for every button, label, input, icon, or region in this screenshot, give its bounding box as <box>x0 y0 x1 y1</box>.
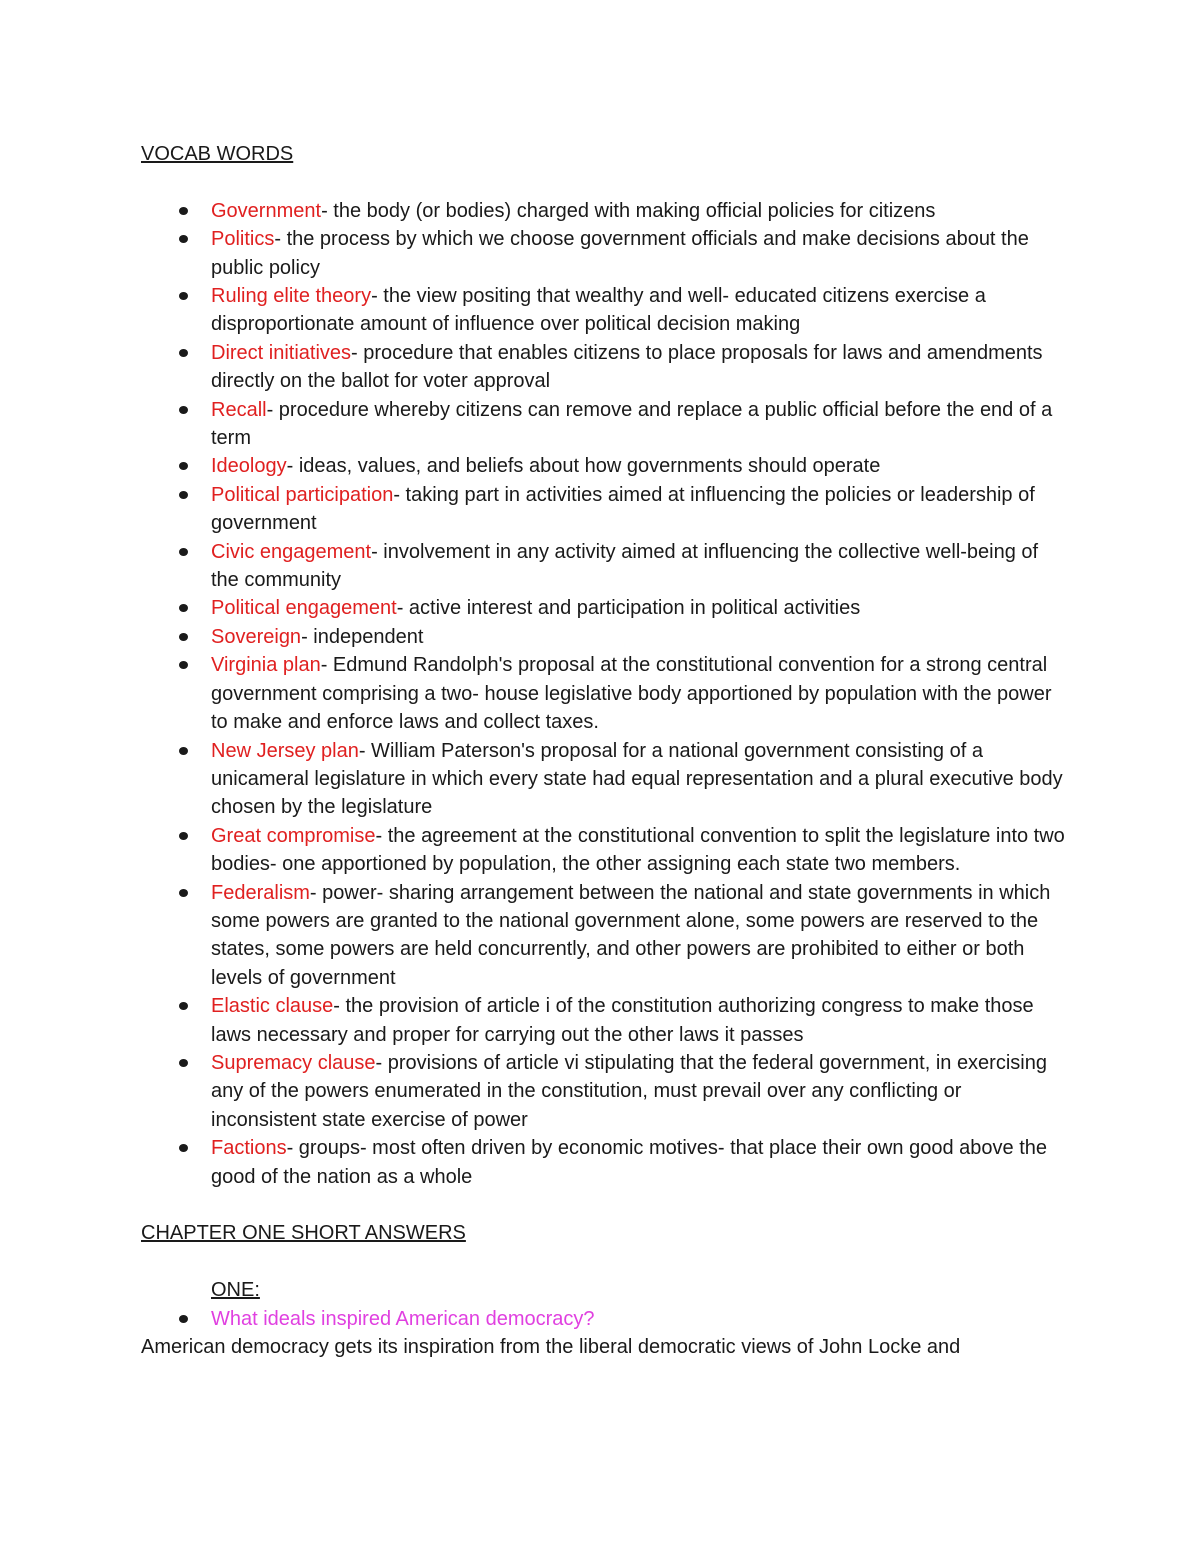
section-spacer <box>141 1191 1071 1219</box>
vocab-term: Ruling elite theory <box>211 285 372 308</box>
vocab-item-sovereign <box>141 623 1071 651</box>
vocab-term: Factions <box>211 1137 287 1160</box>
vocab-term: Government <box>211 199 322 222</box>
vocab-item-political-engagement <box>141 594 1071 622</box>
vocab-item-government <box>141 197 1071 225</box>
vocab-definition: - the process by which we choose government officials and make decisions about the public policy <box>211 228 1029 279</box>
vocab-item-political-participation <box>141 481 1071 538</box>
vocab-definition: - taking part in activities aimed at influencing the policies or leadership of government <box>211 483 1035 535</box>
vocab-term: Recall <box>211 398 267 421</box>
vocab-item-virginia-plan <box>141 651 1071 736</box>
vocab-definition: - procedure whereby citizens can remove and replace a public official before the end of a term <box>211 398 1053 450</box>
vocab-definition: - the agreement at the constitutional convention to split the legislature into two bodies- one apportioned by population, the other assigning each state two members. <box>211 824 1065 876</box>
vocab-definition: - ideas, values, and beliefs about how governments should operate <box>286 455 881 478</box>
vocab-item-new-jersey-plan <box>141 737 1071 822</box>
short-answers-heading: CHAPTER ONE SHORT ANSWERS <box>141 1222 466 1245</box>
vocab-term: Great compromise <box>211 824 376 847</box>
vocab-item-factions <box>141 1134 1071 1191</box>
vocab-definition: - the view positing that wealthy and well- educated citizens exercise a disproportionate amount of influence over political decision making <box>211 285 986 336</box>
vocab-item-ruling-elite-theory <box>141 282 1071 339</box>
vocab-term: Elastic clause <box>211 995 334 1018</box>
vocab-term: Political engagement <box>211 597 397 620</box>
vocab-term: Political participation <box>211 483 394 506</box>
section-spacer <box>141 1248 1071 1276</box>
question-number-label: ONE: <box>211 1279 260 1302</box>
answer-text: American democracy gets its inspiration from the liberal democratic views of John Locke and <box>141 1336 961 1359</box>
vocab-definition: - William Paterson's proposal for a national government consisting of a unicameral legislature in which every state had equal representation and a plural executive body chosen by the legislature <box>211 739 1063 819</box>
vocab-item-supremacy-clause <box>141 1049 1071 1134</box>
vocab-item-federalism <box>141 879 1071 993</box>
vocab-term: Ideology <box>211 455 287 478</box>
vocab-term: Politics <box>211 228 275 251</box>
question-item <box>141 1305 1071 1333</box>
vocab-term: Sovereign <box>211 625 302 648</box>
vocab-item-politics <box>141 225 1071 282</box>
vocab-definition: - involvement in any activity aimed at influencing the collective well-being of the community <box>211 540 1039 592</box>
question-text: What ideals inspired American democracy? <box>211 1307 595 1330</box>
document-body <box>141 140 1071 1361</box>
vocab-item-ideology <box>141 452 1071 480</box>
vocab-item-elastic-clause <box>141 992 1071 1049</box>
vocab-definition: - groups- most often driven by economic motives- that place their own good above the good of the nation as a whole <box>211 1137 1047 1188</box>
vocab-definition: - independent <box>301 625 424 648</box>
vocab-term: Federalism <box>211 881 310 904</box>
vocab-definition: - power- sharing arrangement between the national and state governments in which some powers are granted to the national government alone, some powers are reserved to the states, some powers are held concurrently, and other powers are prohibited to either or both levels of government <box>211 881 1051 989</box>
vocab-definition: - procedure that enables citizens to place proposals for laws and amendments directly on the ballot for voter approval <box>211 341 1043 393</box>
vocab-term: Direct initiatives <box>211 341 352 364</box>
vocab-definition: - the body (or bodies) charged with making official policies for citizens <box>321 199 936 222</box>
vocab-item-direct-initiatives <box>141 339 1071 396</box>
vocab-item-civic-engagement <box>141 538 1071 595</box>
vocab-heading: VOCAB WORDS <box>141 143 294 165</box>
vocab-definition: - the provision of article i of the constitution authorizing congress to make those laws necessary and proper for carrying out the other laws it passes <box>211 995 1034 1046</box>
vocab-definition: - Edmund Randolph's proposal at the constitutional convention for a strong central government comprising a two- house legislative body apportioned by population with the power to make and enforce laws and collect taxes. <box>211 654 1052 734</box>
vocab-term: New Jersey plan <box>211 739 359 762</box>
vocab-item-recall <box>141 396 1071 453</box>
vocab-list <box>141 197 1071 1191</box>
vocab-term: Supremacy clause <box>211 1051 376 1074</box>
vocab-definition: - active interest and participation in political activities <box>396 597 861 620</box>
vocab-term: Virginia plan <box>211 654 321 677</box>
vocab-definition: - provisions of article vi stipulating that the federal government, in exercising any of the powers enumerated in the constitution, must prevail over any conflicting or inconsistent state exercise of power <box>211 1051 1047 1131</box>
vocab-term: Civic engagement <box>211 540 372 563</box>
vocab-item-great-compromise <box>141 822 1071 879</box>
